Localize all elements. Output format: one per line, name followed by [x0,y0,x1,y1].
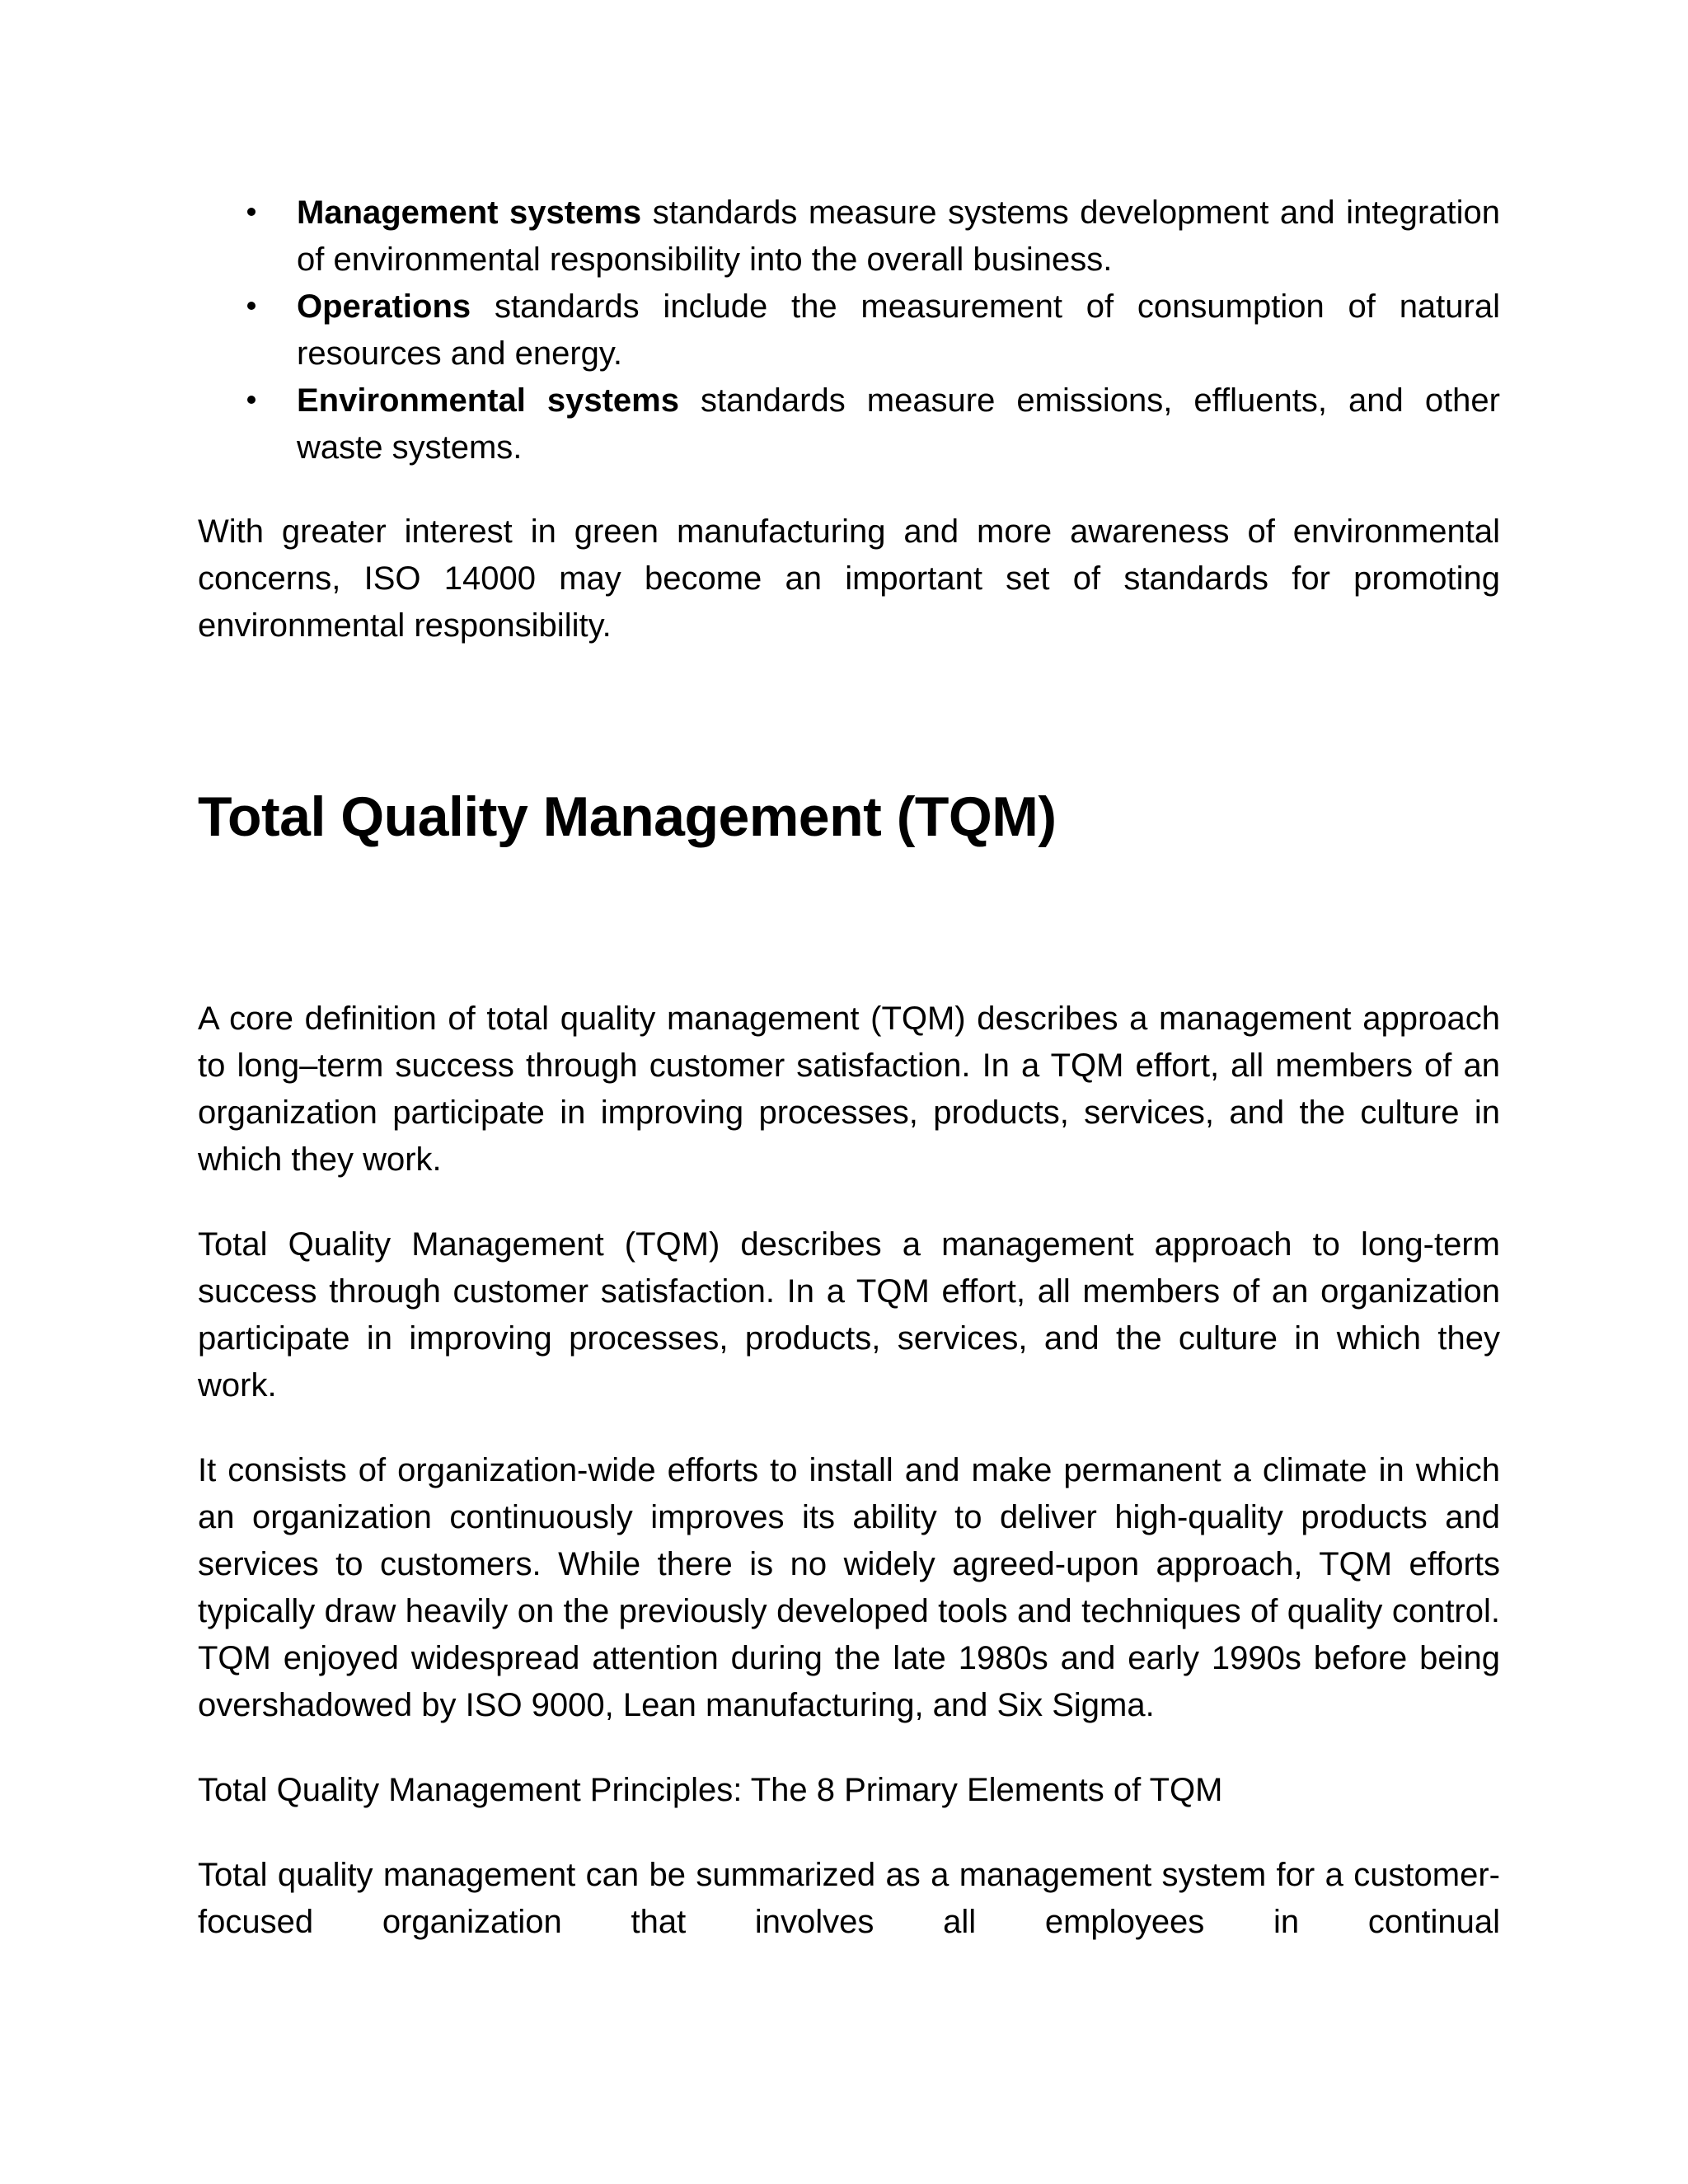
bullet-term: Operations [297,288,471,325]
bullet-list [198,190,1500,471]
bullet-text: standards measure systems development and integration of environmental responsibility into the overall business. [297,194,1500,278]
paragraph: It consists of organization-wide efforts to install and make permanent a climate in which an organization continuously improves its ability to deliver high-quality products and services to customers. While there is no widely agreed-upon approach, TQM efforts typically draw heavily on the previously developed tools and techniques of quality control. TQM enjoyed widespread attention during the late 1980s and early 1990s before being overshadowed by ISO 9000, Lean manufacturing, and Six Sigma. [198,1452,1500,1723]
paragraph: A core definition of total quality management (TQM) describes a management approach to long–term success through customer satisfaction. In a TQM effort, all members of an organization participate in improving processes, products, services, and the culture in which they work. [198,1001,1500,1178]
bullet-term: Management systems [297,194,642,231]
paragraph: Total quality management can be summarized as a management system for a customer-focused organization that involves all employees in continual [198,1857,1500,1940]
bullet-icon [247,396,256,404]
subheading-paragraph: Total Quality Management Principles: The 8 Primary Elements of TQM [198,1772,1223,1808]
list-item [198,190,1500,284]
document-page [198,190,1500,1946]
list-item [198,284,1500,377]
bullet-icon [247,208,256,216]
bullet-text: standards measure emissions, effluents, and other waste systems. [297,382,1500,466]
bullet-text: standards include the measurement of consumption of natural resources and energy. [297,288,1500,372]
intro-paragraph: With greater interest in green manufacturing and more awareness of environmental concerns, ISO 14000 may become an important set of standards for promoting environmental responsibility. [198,513,1500,644]
bullet-term: Environmental systems [297,382,679,419]
section-title: Total Quality Management (TQM) [198,785,1057,848]
list-item [198,377,1500,471]
paragraph: Total Quality Management (TQM) describes a management approach to long-term success through customer satisfaction. In a TQM effort, all members of an organization participate in improving processes, products, services, and the culture in which they work. [198,1226,1500,1404]
bullet-icon [247,302,256,310]
